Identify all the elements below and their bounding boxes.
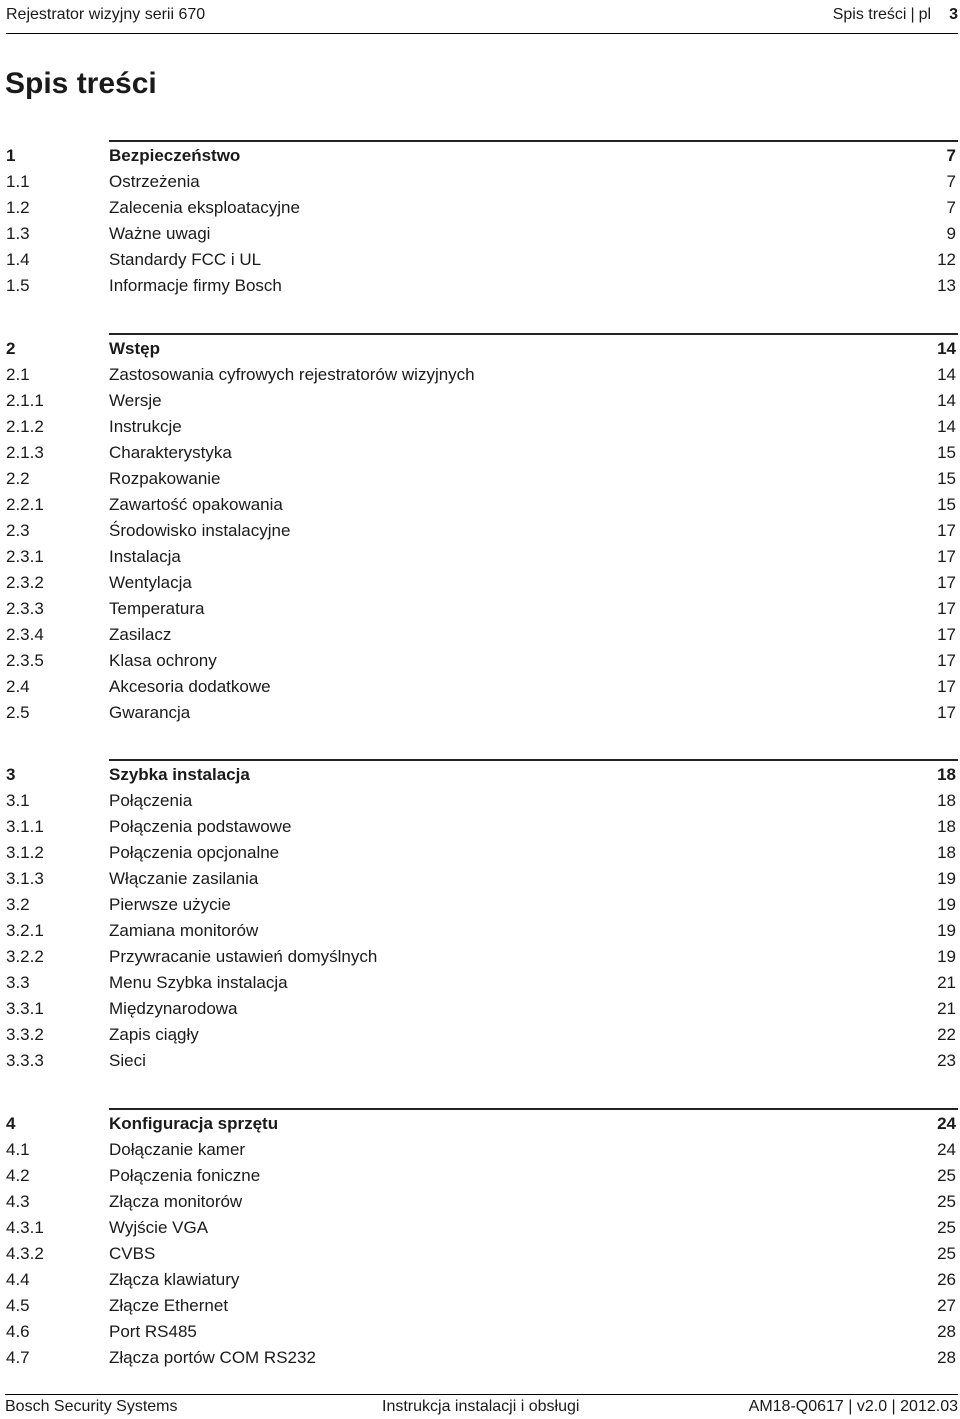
- toc-title: Wyjście VGA: [109, 1218, 209, 1237]
- toc-page-number: 17: [937, 703, 956, 722]
- toc-page-number: 18: [937, 791, 956, 810]
- toc-page-number: 28: [937, 1322, 956, 1341]
- toc-page-number: 17: [937, 573, 956, 592]
- header-document-title: Rejestrator wizyjny serii 670: [6, 6, 206, 23]
- toc-page-number: 25: [937, 1166, 956, 1185]
- toc-entry-row[interactable]: [6, 918, 956, 944]
- toc-entry-row[interactable]: [6, 466, 956, 492]
- toc-number: 4.3.2: [6, 1244, 44, 1263]
- toc-number: 1.2: [6, 198, 30, 217]
- toc-page-number: 17: [937, 651, 956, 670]
- toc-page-number: 17: [937, 599, 956, 618]
- toc-title: Menu Szybka instalacja: [109, 973, 288, 992]
- toc-number: 3.2: [6, 895, 30, 914]
- toc-title: Akcesoria dodatkowe: [109, 677, 271, 696]
- toc-page-number: 19: [937, 921, 956, 940]
- toc-number: 1.4: [6, 250, 30, 269]
- toc-page-number: 14: [937, 391, 956, 410]
- toc-entry-row[interactable]: [6, 840, 956, 866]
- toc-entry-row[interactable]: [6, 544, 956, 570]
- toc-number: 2.3.3: [6, 599, 44, 618]
- toc-page-number: 17: [937, 547, 956, 566]
- toc-number: 3.3.3: [6, 1051, 44, 1070]
- toc-page-number: 25: [937, 1244, 956, 1263]
- toc-entry-row[interactable]: [6, 1267, 956, 1293]
- toc-title: Zawartość opakowania: [109, 495, 283, 514]
- toc-page-number: 24: [937, 1140, 956, 1159]
- toc-entry-row[interactable]: [6, 970, 956, 996]
- toc-page-number: 13: [937, 276, 956, 295]
- toc-entry-row[interactable]: [6, 866, 956, 892]
- toc-entry-row[interactable]: [6, 414, 956, 440]
- toc-title: Sieci: [109, 1051, 146, 1070]
- toc-title: Zasilacz: [109, 625, 172, 644]
- toc-number: 2.1.1: [6, 391, 44, 410]
- toc-entry-row[interactable]: [6, 1163, 956, 1189]
- toc-title: Szybka instalacja: [109, 765, 250, 784]
- toc-title: Port RS485: [109, 1322, 197, 1341]
- toc-number: 3.1.1: [6, 817, 44, 836]
- toc-number: 2: [6, 339, 16, 358]
- toc-entry-row[interactable]: [6, 622, 956, 648]
- toc-page-number: 7: [946, 172, 956, 191]
- toc-title: Rozpakowanie: [109, 469, 221, 488]
- toc-title: Ostrzeżenia: [109, 172, 200, 191]
- toc-number: 1.3: [6, 224, 30, 243]
- toc-title: Międzynarodowa: [109, 999, 238, 1018]
- toc-title: Wentylacja: [109, 573, 192, 592]
- toc-number: 4.3: [6, 1192, 30, 1211]
- toc-entry-row[interactable]: [6, 1241, 956, 1267]
- toc-page-number: 21: [937, 973, 956, 992]
- chapter-divider: [109, 1108, 958, 1110]
- toc-number: 4.3.1: [6, 1218, 44, 1237]
- toc-number: 4.1: [6, 1140, 30, 1159]
- toc-number: 2.1.3: [6, 443, 44, 462]
- toc-number: 2.3.2: [6, 573, 44, 592]
- toc-page-number: 14: [937, 365, 956, 384]
- toc-number: 4.4: [6, 1270, 30, 1289]
- toc-number: 2.1.2: [6, 417, 44, 436]
- toc-number: 3.3.2: [6, 1025, 44, 1044]
- page-header: [6, 0, 958, 34]
- toc-page-number: 27: [937, 1296, 956, 1315]
- toc-entry-row[interactable]: [6, 648, 956, 674]
- toc-page-number: 14: [937, 417, 956, 436]
- toc-entry-row[interactable]: [6, 700, 956, 726]
- toc-number: 2.3.1: [6, 547, 44, 566]
- toc-entry-row[interactable]: [6, 221, 956, 247]
- toc-number: 1: [6, 146, 16, 165]
- toc-number: 3.1.2: [6, 843, 44, 862]
- toc-chapter-row[interactable]: [6, 336, 956, 362]
- toc-title: Temperatura: [109, 599, 205, 618]
- toc-title: Połączenia podstawowe: [109, 817, 292, 836]
- toc-number: 4.5: [6, 1296, 30, 1315]
- toc-entry-row[interactable]: [6, 247, 956, 273]
- toc-title: Informacje firmy Bosch: [109, 276, 282, 295]
- toc-number: 4: [6, 1114, 16, 1133]
- toc-title: Złącze Ethernet: [109, 1296, 229, 1315]
- toc-page-number: 15: [937, 443, 956, 462]
- footer-date: 2012.03: [900, 1398, 958, 1415]
- footer-version: v2.0: [856, 1398, 888, 1415]
- toc-page-number: 14: [937, 339, 956, 358]
- toc-number: 2.1: [6, 365, 30, 384]
- toc-page-number: 28: [937, 1348, 956, 1367]
- toc-entry-row[interactable]: [6, 892, 956, 918]
- toc-title: Środowisko instalacyjne: [109, 521, 291, 540]
- toc-entry-row[interactable]: [6, 1345, 956, 1371]
- toc-chapter-row[interactable]: [6, 1111, 956, 1137]
- toc-entry-row[interactable]: [6, 492, 956, 518]
- toc-page-number: 7: [946, 146, 956, 165]
- toc-title: Ważne uwagi: [109, 224, 211, 243]
- toc-number: 2.3.4: [6, 625, 44, 644]
- chapter-divider: [109, 759, 958, 761]
- toc-title: Złącza portów COM RS232: [109, 1348, 316, 1367]
- toc-entry-row[interactable]: [6, 518, 956, 544]
- toc-page-number: 26: [937, 1270, 956, 1289]
- toc-number: 2.2: [6, 469, 30, 488]
- toc-number: 4.7: [6, 1348, 30, 1367]
- toc-page-number: 19: [937, 947, 956, 966]
- toc-entry-row[interactable]: [6, 944, 956, 970]
- toc-page-number: 18: [937, 843, 956, 862]
- toc-entry-row[interactable]: [6, 1215, 956, 1241]
- toc-title: Wstęp: [109, 339, 160, 358]
- footer-document-info: AM18-Q0617 | v2.0 | 2012.03: [748, 1398, 958, 1415]
- toc-title: Złącza klawiatury: [109, 1270, 240, 1289]
- toc-number: 4.6: [6, 1322, 30, 1341]
- toc-title: Instalacja: [109, 547, 181, 566]
- toc-page-number: 15: [937, 495, 956, 514]
- footer-document-type: Instrukcja instalacji i obsługi: [382, 1398, 580, 1415]
- toc-entry-row[interactable]: [6, 1293, 956, 1319]
- toc-number: 3: [6, 765, 16, 784]
- toc-page-number: 9: [946, 224, 956, 243]
- toc-page-number: 18: [937, 765, 956, 784]
- toc-number: 1.5: [6, 276, 30, 295]
- toc-title: Wersje: [109, 391, 162, 410]
- toc-title: Zastosowania cyfrowych rejestratorów wizyjnych: [109, 365, 475, 384]
- toc-entry-row[interactable]: [6, 996, 956, 1022]
- page-footer: [5, 1394, 958, 1419]
- toc-page-number: 19: [937, 895, 956, 914]
- footer-document-id: AM18-Q0617: [748, 1398, 844, 1415]
- toc-entry-row[interactable]: [6, 1319, 956, 1345]
- toc-title: Klasa ochrony: [109, 651, 217, 670]
- toc-page-number: 19: [937, 869, 956, 888]
- toc-number: 4.2: [6, 1166, 30, 1185]
- toc-title: Gwarancja: [109, 703, 191, 722]
- toc-title: Charakterystyka: [109, 443, 232, 462]
- header-page-number: 3: [949, 6, 958, 23]
- toc-page-number: 25: [937, 1192, 956, 1211]
- toc-title: Pierwsze użycie: [109, 895, 231, 914]
- toc-title: Włączanie zasilania: [109, 869, 259, 888]
- toc-entry-row[interactable]: [6, 1022, 956, 1048]
- toc-page-number: 17: [937, 625, 956, 644]
- toc-chapter-row[interactable]: [6, 762, 956, 788]
- toc-page-number: 22: [937, 1025, 956, 1044]
- toc-entry-row[interactable]: [6, 1189, 956, 1215]
- toc-entry-row[interactable]: [6, 1137, 956, 1163]
- toc-title: Zamiana monitorów: [109, 921, 259, 940]
- toc-entry-row[interactable]: [6, 195, 956, 221]
- toc-entry-row[interactable]: [6, 788, 956, 814]
- toc-entry-row[interactable]: [6, 362, 956, 388]
- toc-page-number: 21: [937, 999, 956, 1018]
- toc-entry-row[interactable]: [6, 440, 956, 466]
- toc-title: Zalecenia eksploatacyjne: [109, 198, 300, 217]
- toc-page-number: 25: [937, 1218, 956, 1237]
- toc-title: Dołączanie kamer: [109, 1140, 246, 1159]
- toc-title: Instrukcje: [109, 417, 182, 436]
- toc-title: Złącza monitorów: [109, 1192, 243, 1211]
- toc-page-number: 7: [946, 198, 956, 217]
- header-section-info: [833, 0, 958, 30]
- toc-page-number: 18: [937, 817, 956, 836]
- chapter-divider: [109, 333, 958, 335]
- toc-entry-row[interactable]: [6, 1048, 956, 1074]
- toc-number: 3.3.1: [6, 999, 44, 1018]
- toc-number: 1.1: [6, 172, 30, 191]
- header-separator: |: [910, 6, 915, 23]
- footer-company: Bosch Security Systems: [5, 1398, 178, 1415]
- toc-page-number: 23: [937, 1051, 956, 1070]
- toc-title: Standardy FCC i UL: [109, 250, 262, 269]
- toc-title: Bezpieczeństwo: [109, 146, 241, 165]
- toc-title: Konfiguracja sprzętu: [109, 1114, 279, 1133]
- toc-entry-row[interactable]: [6, 388, 956, 414]
- toc-title: CVBS: [109, 1244, 156, 1263]
- toc-entry-row[interactable]: [6, 814, 956, 840]
- header-section-name: Spis treści: [832, 6, 907, 23]
- toc-title: Połączenia: [109, 791, 193, 810]
- toc-page-number: 12: [937, 250, 956, 269]
- toc-number: 2.3.5: [6, 651, 44, 670]
- toc-entry-row[interactable]: [6, 674, 956, 700]
- toc-title: Zapis ciągły: [109, 1025, 199, 1044]
- header-language: pl: [918, 6, 932, 23]
- toc-page-number: 17: [937, 677, 956, 696]
- page-title: Spis treści: [5, 67, 157, 100]
- toc-page-number: 24: [937, 1114, 956, 1133]
- toc-number: 3.2.1: [6, 921, 44, 940]
- toc-number: 2.3: [6, 521, 30, 540]
- toc-number: 2.5: [6, 703, 30, 722]
- chapter-divider: [109, 140, 958, 142]
- toc-number: 2.2.1: [6, 495, 44, 514]
- toc-page-number: 15: [937, 469, 956, 488]
- toc-entry-row[interactable]: [6, 273, 956, 299]
- toc-entry-row[interactable]: [6, 570, 956, 596]
- toc-entry-row[interactable]: [6, 596, 956, 622]
- toc-title: Przywracanie ustawień domyślnych: [109, 947, 378, 966]
- toc-number: 2.4: [6, 677, 30, 696]
- toc-number: 3.2.2: [6, 947, 44, 966]
- toc-page-number: 17: [937, 521, 956, 540]
- toc-title: Połączenia foniczne: [109, 1166, 261, 1185]
- toc-title: Połączenia opcjonalne: [109, 843, 280, 862]
- toc-number: 3.1: [6, 791, 30, 810]
- toc-number: 3.1.3: [6, 869, 44, 888]
- toc-chapter-row[interactable]: [6, 143, 956, 169]
- toc-entry-row[interactable]: [6, 169, 956, 195]
- toc-number: 3.3: [6, 973, 30, 992]
